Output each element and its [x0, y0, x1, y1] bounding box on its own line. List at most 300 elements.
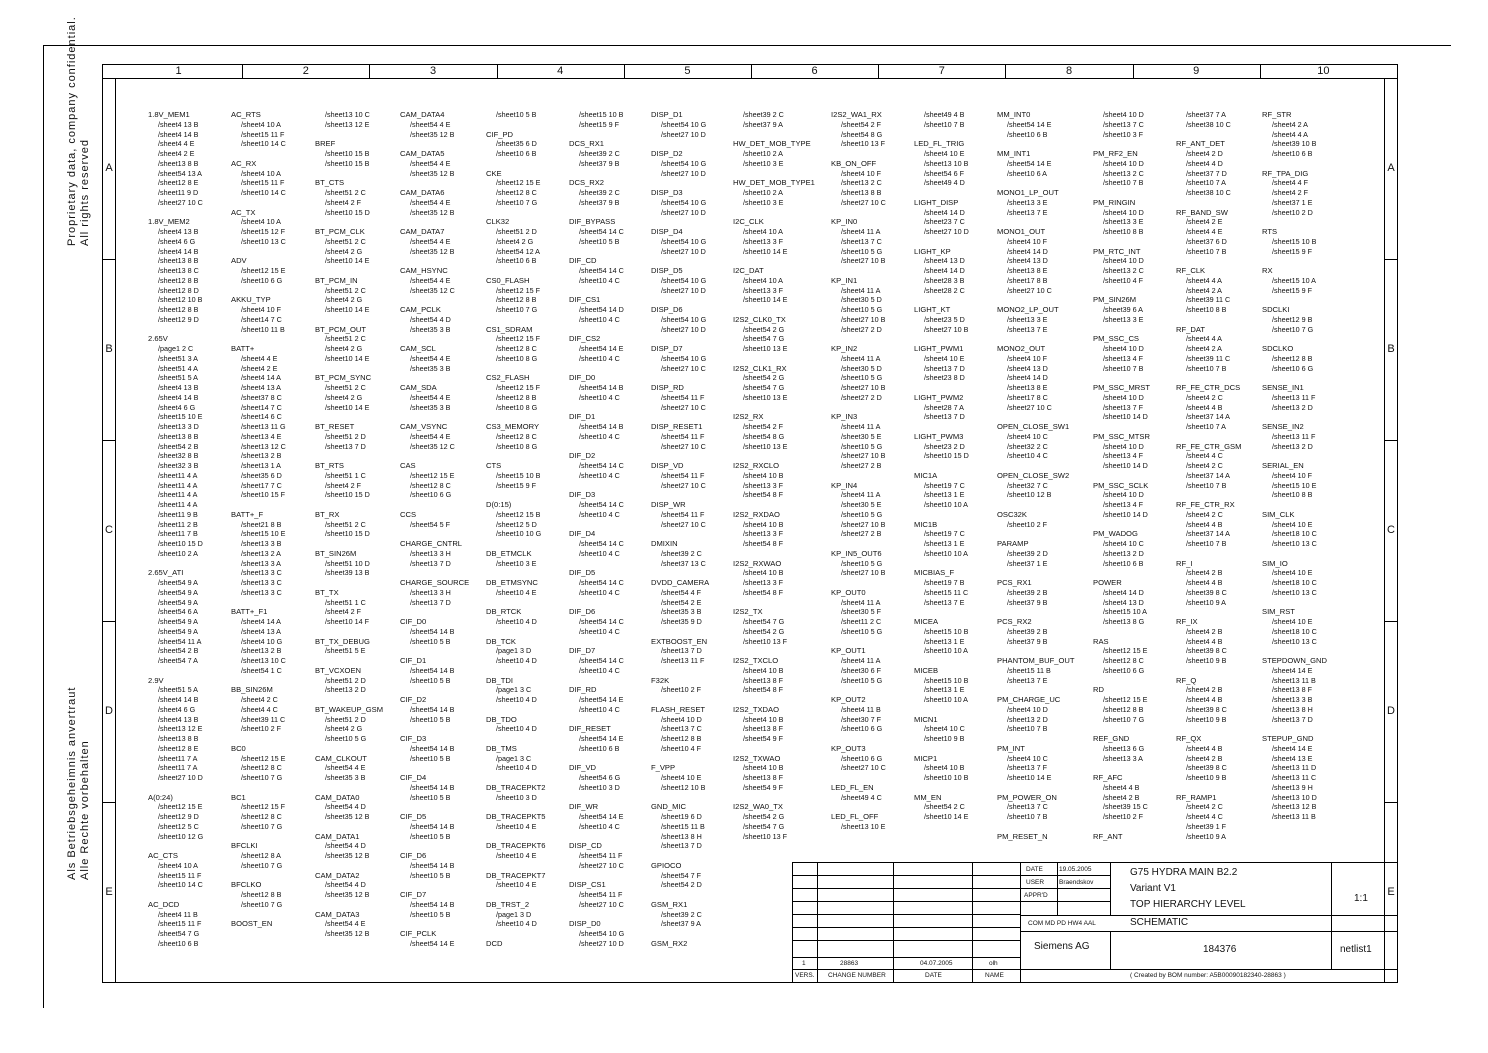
net-reference: /sheet13 7 D — [661, 841, 702, 851]
net-reference: /sheet4 13 A — [241, 626, 281, 636]
net-reference: /sheet4 11 A — [841, 227, 881, 236]
net-reference: /sheet4 4 A — [1272, 129, 1308, 139]
net-name: OPEN_CLOSE_SW1 — [997, 422, 1070, 431]
net-reference: /sheet54 11 A — [158, 636, 202, 646]
net-name: BATT+ — [231, 344, 255, 353]
net-reference: /sheet4 10 A — [241, 119, 281, 129]
net-reference: /sheet54 14 C — [579, 539, 624, 548]
net-reference: /sheet13 11 D — [1272, 763, 1317, 773]
net-reference: /sheet4 2 C — [241, 695, 278, 704]
net-reference: /sheet10 13 F — [841, 139, 885, 149]
net-name: CIF_PD — [486, 129, 514, 139]
net-reference: /sheet19 7 C — [924, 529, 965, 539]
net-reference: /sheet32 2 C — [1007, 441, 1048, 451]
net-reference: /sheet15 11 F — [158, 870, 202, 880]
net-reference: /sheet10 4 D — [496, 656, 537, 665]
net-reference: /sheet12 15 E — [1103, 695, 1148, 704]
net-name: CAM_HSYNC — [400, 266, 448, 275]
net-reference: /sheet10 5 G — [841, 558, 883, 568]
net-reference: /sheet4 2 C — [1186, 392, 1223, 402]
net-reference: /sheet13 8 C — [158, 266, 199, 275]
group-gap — [831, 208, 886, 218]
net-reference: /sheet4 2 B — [1103, 792, 1140, 802]
group-gap — [914, 559, 969, 569]
net-reference: /sheet54 4 D — [410, 314, 451, 324]
net-reference: /sheet4 2 G — [325, 724, 363, 734]
drawing-title-2: Variant V1 — [1130, 883, 1176, 894]
net-name: I2S2_RXWAO — [733, 558, 782, 568]
net-reference: /sheet39 11 C — [1186, 295, 1231, 305]
net-reference: /sheet27 10 C — [661, 402, 706, 412]
column-number: 4 — [557, 65, 564, 77]
net-reference: /sheet10 10 A — [924, 500, 968, 509]
group-gap — [148, 559, 203, 569]
net-reference: /sheet4 10 A — [743, 227, 783, 236]
net-reference: /sheet13 8 H — [661, 831, 702, 841]
net-reference: /sheet13 1 E — [924, 685, 965, 695]
group-gap — [231, 149, 286, 159]
net-reference: /sheet27 10 C — [158, 197, 203, 207]
net-reference: /sheet54 9 F — [743, 734, 783, 743]
net-name: I2S2_WA1_RX — [831, 110, 882, 119]
group-gap — [400, 802, 469, 812]
net-name: PHANTOM_BUF_OUT — [997, 656, 1075, 665]
net-reference: /sheet11 7 B — [158, 529, 198, 539]
net-reference: /sheet12 8 B — [496, 392, 537, 402]
group-gap — [997, 685, 1075, 695]
net-reference: /sheet54 11 F — [579, 851, 623, 860]
net-reference: /sheet54 2 G — [743, 324, 785, 334]
net-reference: /sheet10 4 C — [579, 665, 620, 675]
net-reference: /sheet27 10 B — [841, 256, 886, 266]
group-gap — [997, 139, 1075, 149]
net-reference: /sheet54 2 F — [743, 422, 783, 431]
net-name: FLASH_RESET — [651, 704, 706, 714]
net-name: PM_CHARGE_UC — [997, 695, 1061, 704]
group-gap — [1176, 666, 1241, 676]
net-reference: /sheet10 4 F — [1103, 275, 1143, 285]
user-value: Braendskov — [1059, 879, 1094, 886]
net-name: SENSE_IN2 — [1262, 422, 1304, 431]
net-reference: /sheet54 14 B — [410, 899, 455, 909]
net-reference: /sheet39 8 C — [1186, 704, 1227, 714]
net-name: MIC1B — [914, 519, 938, 529]
net-reference: /sheet10 7 A — [1186, 422, 1226, 431]
net-reference: /sheet11 9 D — [158, 188, 199, 197]
net-reference: /sheet4 2 A — [1186, 344, 1222, 353]
net-reference: /sheet54 4 E — [410, 119, 451, 129]
group-gap — [315, 217, 383, 227]
group-gap — [486, 627, 546, 637]
net-reference: /sheet10 13 E — [743, 441, 788, 451]
net-reference: /sheet10 3 E — [743, 197, 784, 207]
net-reference: /sheet10 6 B — [496, 256, 537, 266]
group-gap — [733, 256, 815, 266]
net-reference: /sheet54 4 E — [410, 158, 451, 168]
net-reference: /sheet15 10 B — [579, 110, 624, 119]
net-reference: /sheet10 4 C — [579, 314, 620, 324]
net-name: I2S2_TXCLO — [733, 656, 779, 665]
net-reference: /sheet21 8 B — [241, 519, 282, 529]
net-name: RF_ANT_DET — [1176, 139, 1225, 149]
net-reference: /sheet37 14 A — [1186, 412, 1230, 422]
net-name: LIGHT_KT — [914, 305, 951, 314]
net-reference: /sheet10 5 B — [410, 714, 451, 724]
net-name: MICN1 — [914, 714, 938, 724]
net-reference: /sheet13 7 C — [1103, 119, 1144, 129]
group-gap — [400, 724, 469, 734]
net-reference: /sheet54 2 G — [743, 626, 785, 636]
net-reference: /sheet12 15 E — [158, 802, 203, 812]
net-name: PARAMP — [997, 539, 1029, 548]
net-reference: /sheet10 4 E — [496, 587, 537, 597]
net-reference: /sheet27 10 B — [924, 324, 969, 334]
group-gap — [400, 841, 469, 851]
net-reference: /sheet4 14 B — [158, 695, 199, 704]
group-gap — [831, 578, 886, 588]
net-name: I2S2_RXCLO — [733, 461, 780, 470]
group-gap — [1176, 315, 1241, 325]
net-name: 2.9V — [148, 675, 164, 685]
group-gap — [315, 783, 383, 793]
net-name: I2S2_CLK0_TX — [733, 314, 786, 324]
net-reference: /sheet10 5 G — [841, 441, 883, 451]
net-name: CIF_D3 — [400, 734, 427, 743]
net-reference: /sheet13 7 D — [661, 646, 702, 656]
net-name: DISP_D5 — [651, 266, 683, 275]
net-name: DIF_BYPASS — [569, 217, 616, 227]
net-name: CHARGE_SOURCE — [400, 578, 470, 587]
net-reference: /sheet12 8 B — [1103, 704, 1144, 714]
net-reference: /sheet4 4 E — [241, 353, 278, 363]
group-gap — [569, 871, 624, 881]
net-reference: /sheet54 7 F — [661, 870, 701, 880]
net-reference: /sheet19 6 D — [661, 812, 702, 821]
net-reference: /sheet10 5 G — [841, 373, 883, 383]
net-name: DISP_D2 — [651, 149, 683, 158]
net-name: BB_SIN26M — [231, 685, 273, 695]
net-name: CAM_VSYNC — [400, 422, 448, 431]
net-reference: /sheet10 14 E — [325, 305, 370, 314]
group-gap — [651, 568, 709, 578]
net-reference: /sheet37 7 D — [1186, 168, 1227, 178]
net-reference: /sheet54 9 A — [158, 587, 198, 597]
net-reference: /sheet23 5 D — [924, 314, 965, 324]
group-gap — [1093, 188, 1150, 198]
net-reference: /sheet54 7 A — [158, 656, 198, 665]
net-reference: /sheet13 7 E — [1007, 207, 1048, 217]
net-name: PM_SIN26M — [1093, 295, 1137, 305]
column-tick — [751, 65, 752, 78]
column-tick — [369, 65, 370, 78]
group-gap — [486, 832, 546, 842]
net-name: I2S2_TXWAO — [733, 753, 781, 763]
net-name: BT_TX — [315, 587, 339, 597]
net-reference: /sheet15 9 F — [579, 119, 619, 129]
netlist-column — [486, 110, 546, 949]
net-reference: /sheet54 11 F — [661, 392, 705, 402]
net-reference: /sheet13 2 D — [1272, 441, 1313, 451]
group-gap — [315, 130, 383, 140]
net-reference: /sheet35 12 C — [410, 441, 455, 451]
net-reference: /sheet54 7 G — [743, 383, 785, 392]
net-name: DIF_CS2 — [569, 334, 601, 344]
net-reference: /sheet51 2 C — [325, 188, 366, 197]
net-reference: /sheet4 4 E — [1186, 227, 1223, 236]
net-name: REF_GND — [1093, 734, 1130, 743]
net-name: BT_PCM_CLK — [315, 227, 365, 236]
group-gap — [997, 607, 1075, 617]
net-name: SDCLKO — [1262, 344, 1294, 353]
net-name: MM_INT1 — [997, 149, 1031, 158]
net-reference: /sheet54 2 D — [661, 880, 702, 890]
net-reference: /sheet13 7 E — [1007, 675, 1048, 685]
netlist-column — [831, 110, 886, 832]
net-reference: /sheet13 8 H — [1272, 704, 1313, 714]
net-reference: /sheet12 9 D — [158, 314, 199, 324]
netlist-column — [148, 110, 203, 949]
net-reference: /sheet4 2 B — [1186, 753, 1223, 763]
net-reference: /sheet37 14 A — [1186, 529, 1230, 539]
group-gap — [914, 744, 969, 754]
date-label: DATE — [1026, 866, 1043, 873]
net-reference: /sheet13 3 E — [1103, 314, 1144, 324]
net-reference: /sheet4 2 G — [496, 236, 534, 246]
net-name: CIF_D2 — [400, 695, 427, 704]
net-reference: /sheet10 13 F — [743, 636, 787, 646]
net-name: BT_RX — [315, 509, 340, 519]
net-reference: /sheet10 5 B — [496, 110, 537, 119]
net-reference: /sheet10 4 C — [579, 587, 620, 597]
net-name: DISP_D3 — [651, 188, 683, 197]
row-tick — [1385, 621, 1397, 622]
net-reference: /sheet54 14 E — [579, 695, 624, 704]
net-reference: /sheet10 15 B — [325, 158, 370, 168]
net-reference: /sheet37 9 A — [743, 119, 783, 129]
net-reference: /sheet10 4 C — [1007, 451, 1048, 461]
net-reference: /sheet35 12 C — [410, 285, 455, 295]
net-reference: /sheet54 11 F — [661, 470, 705, 480]
net-reference: /page1 2 C — [158, 344, 194, 353]
net-reference: /sheet4 13 A — [241, 383, 281, 392]
net-name: MONO2_LP_OUT — [997, 305, 1059, 314]
net-reference: /sheet13 2 D — [1007, 714, 1048, 724]
net-reference: /sheet4 11 A — [841, 353, 881, 363]
net-name: MIC1A — [914, 470, 938, 480]
net-reference: /sheet54 4 E — [410, 275, 451, 285]
net-reference: /sheet10 5 B — [410, 753, 451, 763]
net-reference: /sheet4 10 G — [241, 636, 283, 646]
net-reference: /sheet13 3 H — [410, 587, 451, 597]
net-reference: /sheet39 6 A — [1103, 305, 1143, 314]
net-reference: /sheet37 9 B — [579, 197, 620, 207]
net-reference: /sheet39 13 B — [325, 568, 370, 578]
net-reference: /sheet27 10 B — [841, 314, 886, 324]
group-gap — [486, 159, 546, 169]
net-name: PM_WADOG — [1093, 529, 1138, 539]
net-reference: /sheet54 6 G — [579, 773, 621, 782]
net-name: CIF_D4 — [400, 773, 427, 782]
net-reference: /sheet11 9 B — [158, 509, 198, 519]
column-number: 9 — [1193, 65, 1200, 77]
group-gap — [400, 178, 469, 188]
net-reference: /sheet15 11 F — [241, 178, 285, 188]
net-reference: /sheet39 2 D — [1007, 548, 1048, 558]
sheet-name: netlist1 — [1340, 944, 1372, 955]
group-gap — [997, 734, 1075, 744]
net-reference: /sheet10 14 E — [743, 295, 788, 305]
net-reference: /sheet4 10 C — [1007, 431, 1048, 441]
column-tick — [624, 65, 625, 78]
net-name: CAM_DATA3 — [315, 909, 360, 919]
net-reference: /sheet13 6 G — [1103, 743, 1145, 753]
net-reference: /sheet37 9 B — [1007, 636, 1048, 646]
net-reference: /sheet54 14 E — [579, 734, 624, 743]
group-gap — [486, 451, 546, 461]
net-reference: /sheet27 10 D — [661, 168, 706, 178]
net-reference: /sheet10 14 D — [1103, 509, 1148, 519]
group-gap — [400, 568, 469, 578]
net-reference: /sheet54 4 E — [325, 763, 366, 773]
net-reference: /sheet10 6 G — [841, 724, 883, 734]
net-reference: /sheet13 7 E — [1007, 324, 1048, 334]
net-reference: /sheet13 3 B — [1272, 695, 1313, 704]
net-reference: /sheet54 8 F — [743, 587, 783, 597]
netlist-column — [569, 110, 624, 949]
net-reference: /sheet27 10 D — [924, 227, 969, 236]
net-reference: /sheet10 5 G — [841, 509, 883, 519]
net-reference: /sheet10 6 G — [1103, 665, 1145, 675]
net-reference: /sheet10 7 B — [1103, 363, 1144, 373]
group-gap — [914, 607, 969, 617]
group-gap — [486, 861, 546, 871]
net-reference: /sheet37 13 C — [661, 558, 706, 568]
net-name: DISP_VD — [651, 461, 684, 470]
net-reference: /sheet27 10 C — [661, 480, 706, 490]
group-gap — [569, 442, 624, 452]
net-reference: /sheet10 13 F — [743, 831, 787, 841]
net-reference: /sheet13 8 F — [743, 724, 783, 734]
group-gap — [486, 929, 546, 939]
net-name: BREF — [315, 139, 336, 149]
net-reference: /sheet13 11 F — [1272, 392, 1316, 402]
net-reference: /sheet54 14 E — [579, 344, 624, 353]
group-gap — [997, 568, 1075, 578]
group-gap — [400, 607, 469, 617]
group-gap — [400, 685, 469, 695]
net-name: PM_RESET_N — [997, 831, 1048, 841]
net-reference: /sheet12 8 B — [661, 734, 702, 743]
group-gap — [733, 451, 815, 461]
net-reference: /sheet10 14 E — [1007, 773, 1052, 782]
net-reference: /sheet15 10 E — [158, 412, 203, 422]
net-reference: /sheet39 11 C — [241, 714, 286, 724]
net-reference: /sheet4 10 F — [841, 168, 881, 178]
group-gap — [231, 910, 286, 920]
net-reference: /sheet15 10 B — [924, 675, 969, 685]
net-reference: /sheet4 10 D — [1103, 207, 1144, 217]
netlist-column — [651, 110, 709, 949]
net-name: DIF_WR — [569, 802, 599, 812]
net-reference: /sheet11 7 A — [158, 753, 198, 763]
row-letter: B — [105, 342, 113, 355]
net-name: KP_OUT0 — [831, 587, 866, 597]
netlist-column — [1093, 110, 1150, 841]
hdr-change: CHANGE NUMBER — [828, 972, 886, 979]
net-name: DIF_CD — [569, 256, 597, 266]
group-gap — [1262, 646, 1327, 656]
net-reference: /sheet37 9 B — [1007, 597, 1048, 607]
net-reference: /sheet10 5 G — [841, 246, 883, 256]
net-name: AC_RTS — [231, 110, 261, 119]
net-reference: /sheet27 10 C — [1007, 285, 1052, 295]
scale: 1:1 — [1354, 893, 1368, 904]
group-gap — [400, 295, 469, 305]
group-gap — [1093, 286, 1150, 296]
net-reference: /sheet10 8 B — [1103, 227, 1144, 236]
net-reference: /sheet54 2 F — [841, 119, 881, 129]
net-name: CAM_DATA7 — [400, 227, 445, 236]
net-reference: /sheet4 4 E — [158, 139, 195, 149]
row-letter: C — [105, 523, 113, 536]
net-name: I2S2_RXDAO — [733, 509, 780, 519]
group-gap — [400, 256, 469, 266]
group-gap — [231, 871, 286, 881]
net-reference: /sheet4 14 D — [924, 266, 965, 275]
net-name: F_VPP — [651, 763, 676, 773]
net-reference: /sheet54 5 F — [410, 519, 450, 529]
net-reference: /sheet39 2 C — [579, 188, 620, 197]
net-reference: /sheet10 3 E — [743, 158, 784, 168]
net-reference: /sheet10 5 B — [579, 236, 620, 246]
net-name: BC1 — [231, 792, 246, 802]
net-name: CIF_D1 — [400, 656, 427, 665]
group-gap — [315, 169, 383, 179]
net-reference: /sheet10 4 E — [496, 880, 537, 890]
net-reference: /sheet13 3 H — [410, 548, 451, 558]
net-reference: /sheet54 14 B — [410, 665, 455, 675]
net-reference: /sheet54 12 A — [496, 246, 540, 256]
group-gap — [997, 822, 1075, 832]
net-name: KP_IN1 — [831, 275, 858, 285]
net-reference: /sheet10 15 D — [325, 207, 370, 217]
net-reference: /sheet4 10 D — [1103, 256, 1144, 266]
net-reference: /sheet13 7 E — [924, 597, 965, 607]
net-reference: /sheet10 4 D — [496, 724, 537, 734]
net-name: KP_IN3 — [831, 412, 858, 422]
group-gap — [1093, 471, 1150, 481]
net-reference: /sheet12 15 B — [496, 509, 541, 519]
group-gap — [569, 793, 624, 803]
net-reference: /sheet4 10 F — [1007, 236, 1047, 246]
net-reference: /sheet51 5 A — [158, 373, 198, 383]
rev-name: olh — [989, 960, 998, 967]
net-reference: /sheet13 11 C — [1272, 773, 1317, 782]
net-reference: /sheet10 14 E — [325, 402, 370, 412]
net-reference: /sheet4 10 E — [1272, 568, 1313, 578]
net-reference: /sheet15 11 F — [158, 919, 202, 929]
net-name: I2C_DAT — [733, 266, 764, 275]
net-reference: /sheet14 7 C — [241, 402, 282, 412]
group-gap — [733, 646, 815, 656]
net-reference: /sheet4 4 D — [1186, 158, 1223, 168]
group-gap — [400, 334, 469, 344]
net-reference: /sheet10 9 B — [924, 734, 965, 743]
net-reference: /sheet35 3 B — [410, 402, 451, 412]
row-tick — [1385, 802, 1397, 803]
net-reference: /sheet10 2 F — [1007, 519, 1047, 529]
created-by: ( Created by BOM number: A5B00090182340-28863 ) — [1130, 972, 1286, 979]
